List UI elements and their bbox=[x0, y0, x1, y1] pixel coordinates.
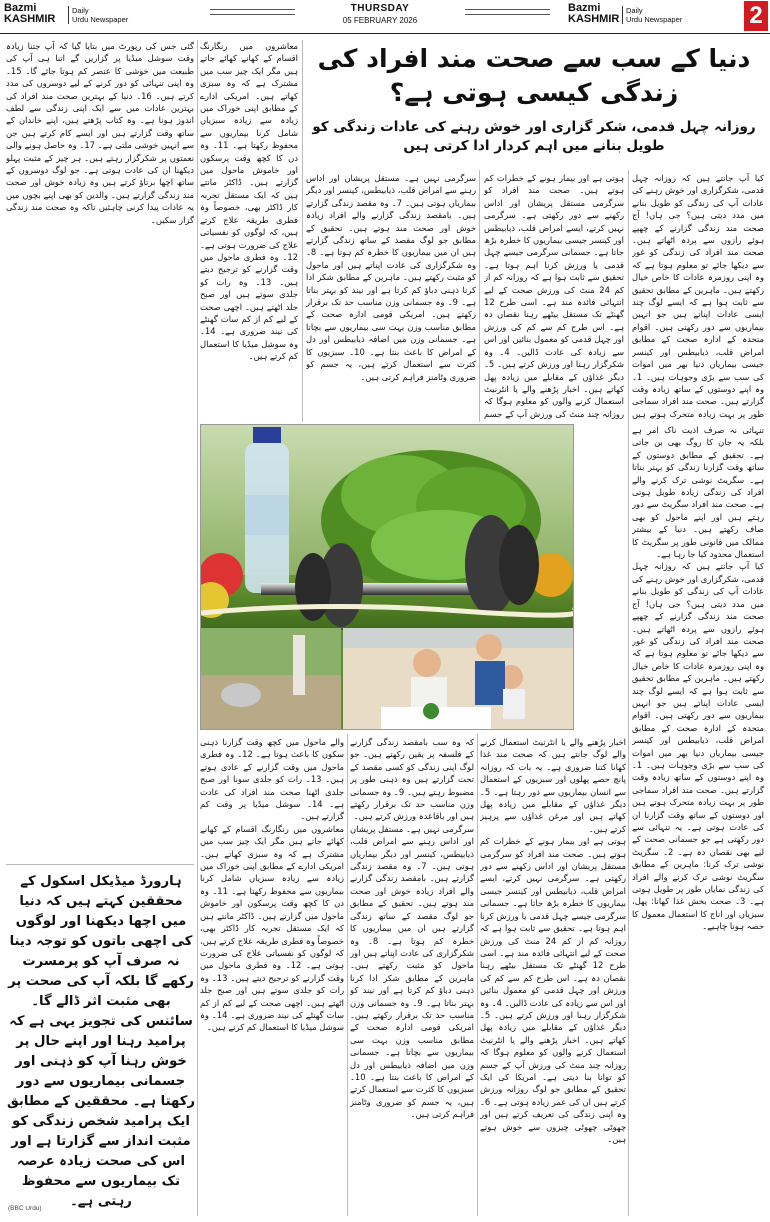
page-number-badge: 2 bbox=[744, 1, 768, 31]
text-column-4-lower: والے ماحول میں کچھ وقت گزارنا ذہنی سکون کا باعث ہوتا ہے۔ 12۔ وہ فطری ماحول میں وقت گزارنے کے عادی ہوتے ہیں۔ 13۔ رات کو جلدی سونا اور صبح جلدی اٹھنا صحت مند افراد کی عادت ہے۔ 14۔ سوشل میڈیا پر وقت کم گزارتے ہیں۔ معاشروں میں رنگارنگ اقسام کے کھانے کھائے جاتے ہیں مگر ایک چیز سب میں مشترک ہے کہ وہ سبزی کھاتے ہیں۔ امریکی ادارے کے مطابق اپنی خوراک میں زیادہ سے زیادہ سبزیاں شامل کرنا بیماریوں سے محفوظ رکھتا ہے۔ 11۔ وہ دن کا کچھ وقت پرسکون اور خاموش ماحول میں گزارتے ہیں۔ ڈاکٹر مانتے ہیں کہ ایک مستقل تجربہ کار ڈاکٹر بھی، خصوصاً وہ فطری طریقہ علاج کرتے ہیں، کہ لوگوں کو نفسیاتی علاج کی ضرورت ہوتی ہے۔ 12۔ وہ فطری ماحول میں وقت گزارنے کو ترجیح دیتے ہیں۔ 13۔ وہ رات کو جلدی سوتے ہیں اور صبح جلد اٹھتے ہیں۔ اچھی صحت کے لیے کم از کم سات گھنٹے کی نیند ضروری ہے۔ 14۔ وہ سوشل میڈیا کا استعمال کم کرتے ہیں۔ bbox=[200, 737, 344, 1033]
column-divider bbox=[302, 40, 303, 422]
text-column-2: ہوتی ہے اور بیمار ہونے کے خطرات کم ہوتے ہیں۔ صحت مند افراد کو سرگرمی مستقل پریشان اور اداس رکھنے سے دور رکھتی ہے۔ سرگرمی نہیں کرتے، ایسے امراض قلب، ذیابیطس اور کینسر جیسی بیماریوں کا خطرہ بڑھ جاتا ہے۔ جسمانی سرگرمی جیسے چہل قدمی یا ورزش کرنا اہم ہوتا ہے۔ تحقیق سے ثابت ہوا ہے کہ روزانہ کم از کم 24 منٹ کی ورزش صحت کے لیے انتہائی فائدہ مند ہے۔ اسی طرح 12 گھنٹے تک مستقل بیٹھے رہنا نقصان دہ ہے۔ اس طرح کم سے کم کی ورزش اور چہل قدمی کو معمول بنائیں اور اس سے زیادہ کی عادت ڈالیں۔ 4۔ وہ شکرگزار رہنا اور ورزش کرتے ہیں۔ 5۔ دیگر غذاؤں کے مقابلے میں زیادہ پھل کھاتے ہیں۔ اخبار پڑھنے والے یا انٹرنیٹ استعمال کرنے والوں کو معلوم ہوگا کہ روزانہ چند منٹ کی ورزش آپ کے جسم bbox=[484, 173, 624, 419]
masthead bbox=[0, 0, 770, 34]
text-column-3-lower: کہ وہ سب بامقصد زندگی گزارنے کے فلسفہ پر یقین رکھتے ہیں۔ جو لوگ اپنی زندگی کو کسی مقصد کے تحت گزارتے ہیں وہ ذہنی طور پر مضبوط رہتے ہیں۔ 9۔ وہ جسمانی وزن مناسب حد تک برقرار رکھتے ہیں اور باقاعدہ ورزش کرتے ہیں۔ سرگرمی نہیں ہے۔ مستقل پریشان اور اداس رہنے سے امراض قلب، ذیابیطس، کینسر اور دیگر بیماریاں ہوتی ہیں۔ 7۔ وہ مقصد زندگی گزارتے ہیں۔ بامقصد زندگی گزارنے والے افراد زیادہ خوش اور صحت مند ہوتے ہیں۔ تحقیق کے مطابق جو لوگ مقصد کے ساتھ زندگی گزارتے ہیں ان میں بیماریوں کا خطرہ کم ہوتا ہے۔ 8۔ وہ شکرگزاری کی عادت اپناتے ہیں اور ماحول کو مثبت رکھتے ہیں۔ ماہرین کے مطابق شکر ادا کرنا ذہنی دباؤ کم کرتا ہے اور نیند کو بہتر بناتا ہے۔ 9۔ وہ جسمانی وزن مناسب حد تک برقرار رکھتے ہیں۔ امریکی قومی ادارہ صحت کے مطابق مناسب وزن بہت سی بیماریوں سے بچاتا ہے۔ جسمانی وزن میں اضافہ ذیابیطس اور دل کے امراض کا باعث بنتا ہے۔ 10۔ سبزیوں کا کثرت سے استعمال کرتے ہیں، یہ جسم کو ضروری وٹامنز فراہم کرتی ہیں۔ bbox=[350, 737, 474, 1120]
dateline bbox=[210, 3, 550, 25]
text-column-2-lower: اخبار پڑھنے والے یا انٹرنیٹ استعمال کرنے والے لوگ جانتے ہیں کہ صحت مند غذا کھانا کتنا ضروری ہے۔ یہ بات کہ روزانہ پانچ حصے پھلوں اور سبزیوں کے استعمال سے انسان بیماریوں سے دور رہتا ہے۔ 5۔ دیگر غذاؤں کے مقابلے میں زیادہ پھل کھاتے ہیں اور مرغن غذاؤں سے پرہیز کرتے ہیں۔ ہوتی ہے اور بیمار ہونے کے خطرات کم ہوتے ہیں۔ صحت مند افراد کو سرگرمی مستقل پریشان اور اداس رکھنے سے دور رکھتی ہے۔ سرگرمی نہیں کرتے، ایسے امراض قلب، ذیابیطس اور کینسر جیسی بیماریوں کا خطرہ بڑھ جاتا ہے۔ جسمانی سرگرمی جیسے چہل قدمی یا ورزش کرنا اہم ہوتا ہے۔ تحقیق سے ثابت ہوا ہے کہ روزانہ کم از کم 24 منٹ کی ورزش صحت کے لیے انتہائی فائدہ مند ہے۔ اسی طرح 12 گھنٹے تک مستقل بیٹھے رہنا نقصان دہ ہے۔ اس طرح کم سے کم کی ورزش اور چہل قدمی کو معمول بنائیں اور اس سے زیادہ کی عادت ڈالیں۔ 4۔ وہ شکرگزار رہنا اور ورزش کرتے ہیں۔ 5۔ دیگر غذاؤں کے مقابلے میں زیادہ پھل کھاتے ہیں۔ اخبار پڑھنے والے یا انٹرنیٹ استعمال کرنے والوں کو معلوم ہوگا کہ روزانہ چند منٹ کی ورزش آپ کے جسم کو توانا بنا دیتی ہے۔ امریکا کی ایک تحقیق کے مطابق جو لوگ روزانہ ورزش کرتے ہیں ان کی عمر زیادہ ہوتی ہے۔ 6۔ وہ اپنی زندگی کی تعریف کرتے ہیں اور چھوٹی چھوٹی چیزوں سے خوش ہوتے ہیں۔ bbox=[480, 737, 626, 1144]
text-column-1: کیا آپ جانتے ہیں کہ روزانہ چہل قدمی، شکرگزاری اور خوش رہنے کی عادات آپ کی زندگی کو طویل بنانے میں مدد دیتی ہیں؟ جی ہاں! آج صحت مند زندگی گزارنے کے چھپے ہوئے رازوں سے پردہ اٹھاتے ہیں۔ صحت مند افراد کی زندگی کو غور سے دیکھا جائے تو معلوم ہوتا ہے کہ وہ اپنی روزمرہ عادات کا خاص خیال رکھتے ہیں۔ ماہرین کے مطابق تحقیق سے ثابت ہوا ہے کہ ایسے لوگ چند ایسی عادات اپناتے ہیں جو انہیں بیماریوں سے دور رکھتی ہیں۔ اقوام متحدہ کے ادارہ صحت کے مطابق امراض قلب، ذیابیطس اور کینسر جیسی بیماریاں دنیا بھر میں اموات کی سب سے بڑی وجوہات ہیں۔ 1۔ وہ اپنے دوستوں کے ساتھ زیادہ وقت گزارتے ہیں۔ صحت مند افراد سماجی طور پر بہت زیادہ متحرک ہوتے ہیں bbox=[632, 173, 764, 419]
article-subheadline: روزانہ چہل قدمی، شکر گزاری اور خوش رہنے کی عادات زندگی کو طویل بنانے میں اہم کردار ادا کرتی ہیں bbox=[312, 119, 756, 154]
article-photo bbox=[200, 424, 574, 730]
brand-name-line1: Bazmi bbox=[4, 2, 37, 14]
brand-name-line1: Bazmi bbox=[568, 2, 601, 14]
water-bottle-icon bbox=[245, 427, 289, 593]
brand-name-line2: KASHMIR bbox=[568, 13, 620, 25]
brand-subtitle: Daily Urdu Newspaper bbox=[622, 6, 682, 24]
weekday: THURSDAY bbox=[350, 3, 410, 14]
text-column-5: گئی جس کی رپورٹ میں بتایا گیا کہ آپ جتنا زیادہ وقت سوشل میڈیا پر گزاریں گے اتنا ہی آپ کی طبیعت میں خوشی کا عنصر کم ہوتا جائے گا۔ 15۔ وہ اپنی تنہائی کو دور کرنے کے لیے دوسروں کی مدد کرتے ہیں۔ 16۔ دنیا کے بہترین صحت مند افراد کی بہترین عادات میں سے ایک اپنی زندگی سے لطف اندوز ہونا ہے۔ وہ کتاب پڑھتے ہیں، اپنے خاندان کے ساتھ وقت گزارتے ہیں اور ایسے کام کرتے ہیں جن سے انہیں خوشی ملتی ہے۔ 17۔ وہ حاصل ہونے والی نعمتوں پر شکرگزار رہتے ہیں۔ ہر چیز کے مثبت پہلو دیکھنا ان کی عادت ہوتی ہے۔ جو لوگ دوسروں کے ساتھ اچھا برتاؤ کرتے ہیں وہ زیادہ خوش اور صحت مند زندگی گزارتے ہیں۔ والدین کو بھی اپنے بچوں میں یہ عادات پیدا کرنی چاہئیں تاکہ وہ صحت مند زندگی گزار سکیں۔ bbox=[6, 41, 194, 225]
brand-logo-right bbox=[568, 2, 683, 25]
column-divider bbox=[628, 170, 629, 1216]
issue-date: 05 FEBRUARY 2026 bbox=[342, 16, 418, 25]
quote-divider bbox=[6, 864, 194, 865]
dateline-rule-right bbox=[465, 9, 550, 15]
text-column-1-continued: تنہائی نہ صرف اذیت ناک امر ہے بلکہ یہ جان کا روگ بھی بن جاتی ہے۔ تحقیق کے مطابق دوستوں کے ساتھ وقت گزارنا زندگی کو بہتر بناتا ہے۔ سگریٹ نوشی ترک کرنے والے افراد کی زندگی زیادہ طویل ہوتی ہے۔ صحت مند افراد سگریٹ سے دور رہتے ہیں اور اپنے ماحول کو بھی صاف رکھتے ہیں۔ دنیا کے بیشتر ممالک میں قانونی طور پر سگریٹ کا استعمال محدود کیا جا رہا ہے۔ کیا آپ جانتے ہیں کہ روزانہ چہل قدمی، شکرگزاری اور خوش رہنے کی عادات آپ کی زندگی کو طویل بنانے میں مدد دیتی ہیں؟ جی ہاں! آج صحت مند زندگی گزارنے کے چھپے ہوئے رازوں سے پردہ اٹھاتے ہیں۔ صحت مند افراد کی زندگی کو غور سے دیکھا جائے تو معلوم ہوتا ہے کہ وہ اپنی روزمرہ عادات کا خاص خیال رکھتے ہیں۔ ماہرین کے مطابق تحقیق سے ثابت ہوا ہے کہ ایسے لوگ چند ایسی عادات اپناتے ہیں جو انہیں بیماریوں سے دور رکھتی ہیں۔ اقوام متحدہ کے ادارہ صحت کے مطابق امراض قلب، ذیابیطس اور کینسر جیسی بیماریاں دنیا بھر میں اموات کی سب سے بڑی وجوہات ہیں۔ 1۔ وہ اپنے دوستوں کے ساتھ زیادہ وقت گزارتے ہیں۔ صحت مند افراد سماجی طور پر بہت زیادہ متحرک ہوتے ہیں اور دوستوں کے ساتھ وقت گزارنا ان کی عادت ہوتی ہے۔ یہ تنہائی سے دور رکھتی ہے جو جسمانی صحت کے لیے بھی نقصان دہ ہے۔ 2۔ سگریٹ نوشی ترک کرنا: ماہرین کے مطابق سگریٹ نوشی ترک کرنے والے افراد کی زندگی نمایاں طور پر طویل ہوتی ہے۔ 3۔ صحت بخش غذا کھانا: پھل، سبزیاں اور اناج کا استعمال معمول کا حصہ ہونا چاہیے۔ bbox=[632, 425, 764, 932]
text-column-3: سرگرمی نہیں ہے۔ مستقل پریشان اور اداس رہنے سے امراض قلب، ذیابیطس، کینسر اور دیگر بیماریاں ہوتی ہیں۔ 7۔ وہ مقصد زندگی گزارتے ہیں۔ بامقصد زندگی گزارنے والے افراد زیادہ خوش اور صحت مند ہوتے ہیں۔ تحقیق کے مطابق جو لوگ مقصد کے ساتھ زندگی گزارتے ہیں ان میں بیماریوں کا خطرہ کم ہوتا ہے۔ 8۔ وہ شکرگزاری کی عادت اپناتے ہیں اور ماحول کو مثبت رکھتے ہیں۔ ماہرین کے مطابق شکر ادا کرنا ذہنی دباؤ کم کرتا ہے اور نیند کو بہتر بناتا ہے۔ 9۔ وہ جسمانی وزن مناسب حد تک برقرار رکھتے ہیں۔ امریکی قومی ادارہ صحت کے مطابق مناسب وزن بہت سی بیماریوں سے بچاتا ہے۔ جسمانی وزن میں اضافہ ذیابیطس اور دل کے امراض کا باعث بنتا ہے۔ 10۔ سبزیوں کا کثرت سے استعمال کرتے ہیں، یہ جسم کو ضروری وٹامنز فراہم کرتی ہیں۔ bbox=[306, 173, 476, 382]
source-credit: (BBC Urdu) bbox=[8, 1205, 42, 1212]
column-divider bbox=[479, 170, 480, 422]
text-column-4: معاشروں میں رنگارنگ اقسام کے کھانے کھائے جاتے ہیں مگر ایک چیز سب میں مشترک ہے کہ وہ سبزی کھاتے ہیں۔ امریکی ادارے کے مطابق اپنی خوراک میں زیادہ سے زیادہ سبزیاں شامل کرنا بیماریوں سے محفوظ رکھتا ہے۔ 11۔ وہ دن کا کچھ وقت پرسکون اور خاموش ماحول میں گزارتے ہیں۔ ڈاکٹر مانتے ہیں کہ ایک مستقل تجربہ کار ڈاکٹر بھی، خصوصاً وہ فطری طریقہ علاج کرتے ہیں، کہ لوگوں کو نفسیاتی علاج کی ضرورت ہوتی ہے۔ 12۔ وہ فطری ماحول میں وقت گزارنے کو ترجیح دیتے ہیں۔ 13۔ وہ رات کو جلدی سوتے ہیں اور صبح جلد اٹھتے ہیں۔ اچھی صحت کے لیے کم از کم سات گھنٹے کی نیند ضروری ہے۔ 14۔ وہ سوشل میڈیا کا استعمال کم کرتے ہیں۔ bbox=[200, 41, 298, 362]
dateline-rule-left bbox=[210, 9, 295, 15]
article-headline: دنیا کے سب سے صحت مند افراد کی زندگی کیسی ہوتی ہے؟ bbox=[317, 44, 751, 107]
brand-subtitle: Daily Urdu Newspaper bbox=[68, 6, 128, 24]
column-divider bbox=[347, 734, 348, 1216]
column-divider bbox=[477, 734, 478, 1216]
pull-quote: ہارورڈ میڈیکل اسکول کے محققین کہتے ہیں کہ دنیا میں اچھا دیکھنا اور لوگوں کی اچھی باتوں کو توجہ دینا نہ صرف آپ کو پرمسرت رکھے گا بلکہ آپ کی صحت پر بھی مثبت اثر ڈالے گا۔ سائنس کی تجویز یہی ہے کہ پرامید رہنا اور اپنے حال پر خوش رہنا آپ کو ذہنی اور جسمانی بیماریوں سے دور رکھتا ہے۔ محققین کے مطابق ایک پرامید شخص زندگی کو مثبت انداز سے گزارتا ہے اور اس کی صحت زیادہ عرصہ تک بیماریوں سے محفوظ رہتی ہے۔ bbox=[7, 874, 195, 1209]
column-divider bbox=[197, 40, 198, 1216]
brand-logo-left bbox=[4, 2, 129, 25]
fitness-food-illustration bbox=[201, 425, 573, 729]
brand-name-line2: KASHMIR bbox=[4, 13, 56, 25]
